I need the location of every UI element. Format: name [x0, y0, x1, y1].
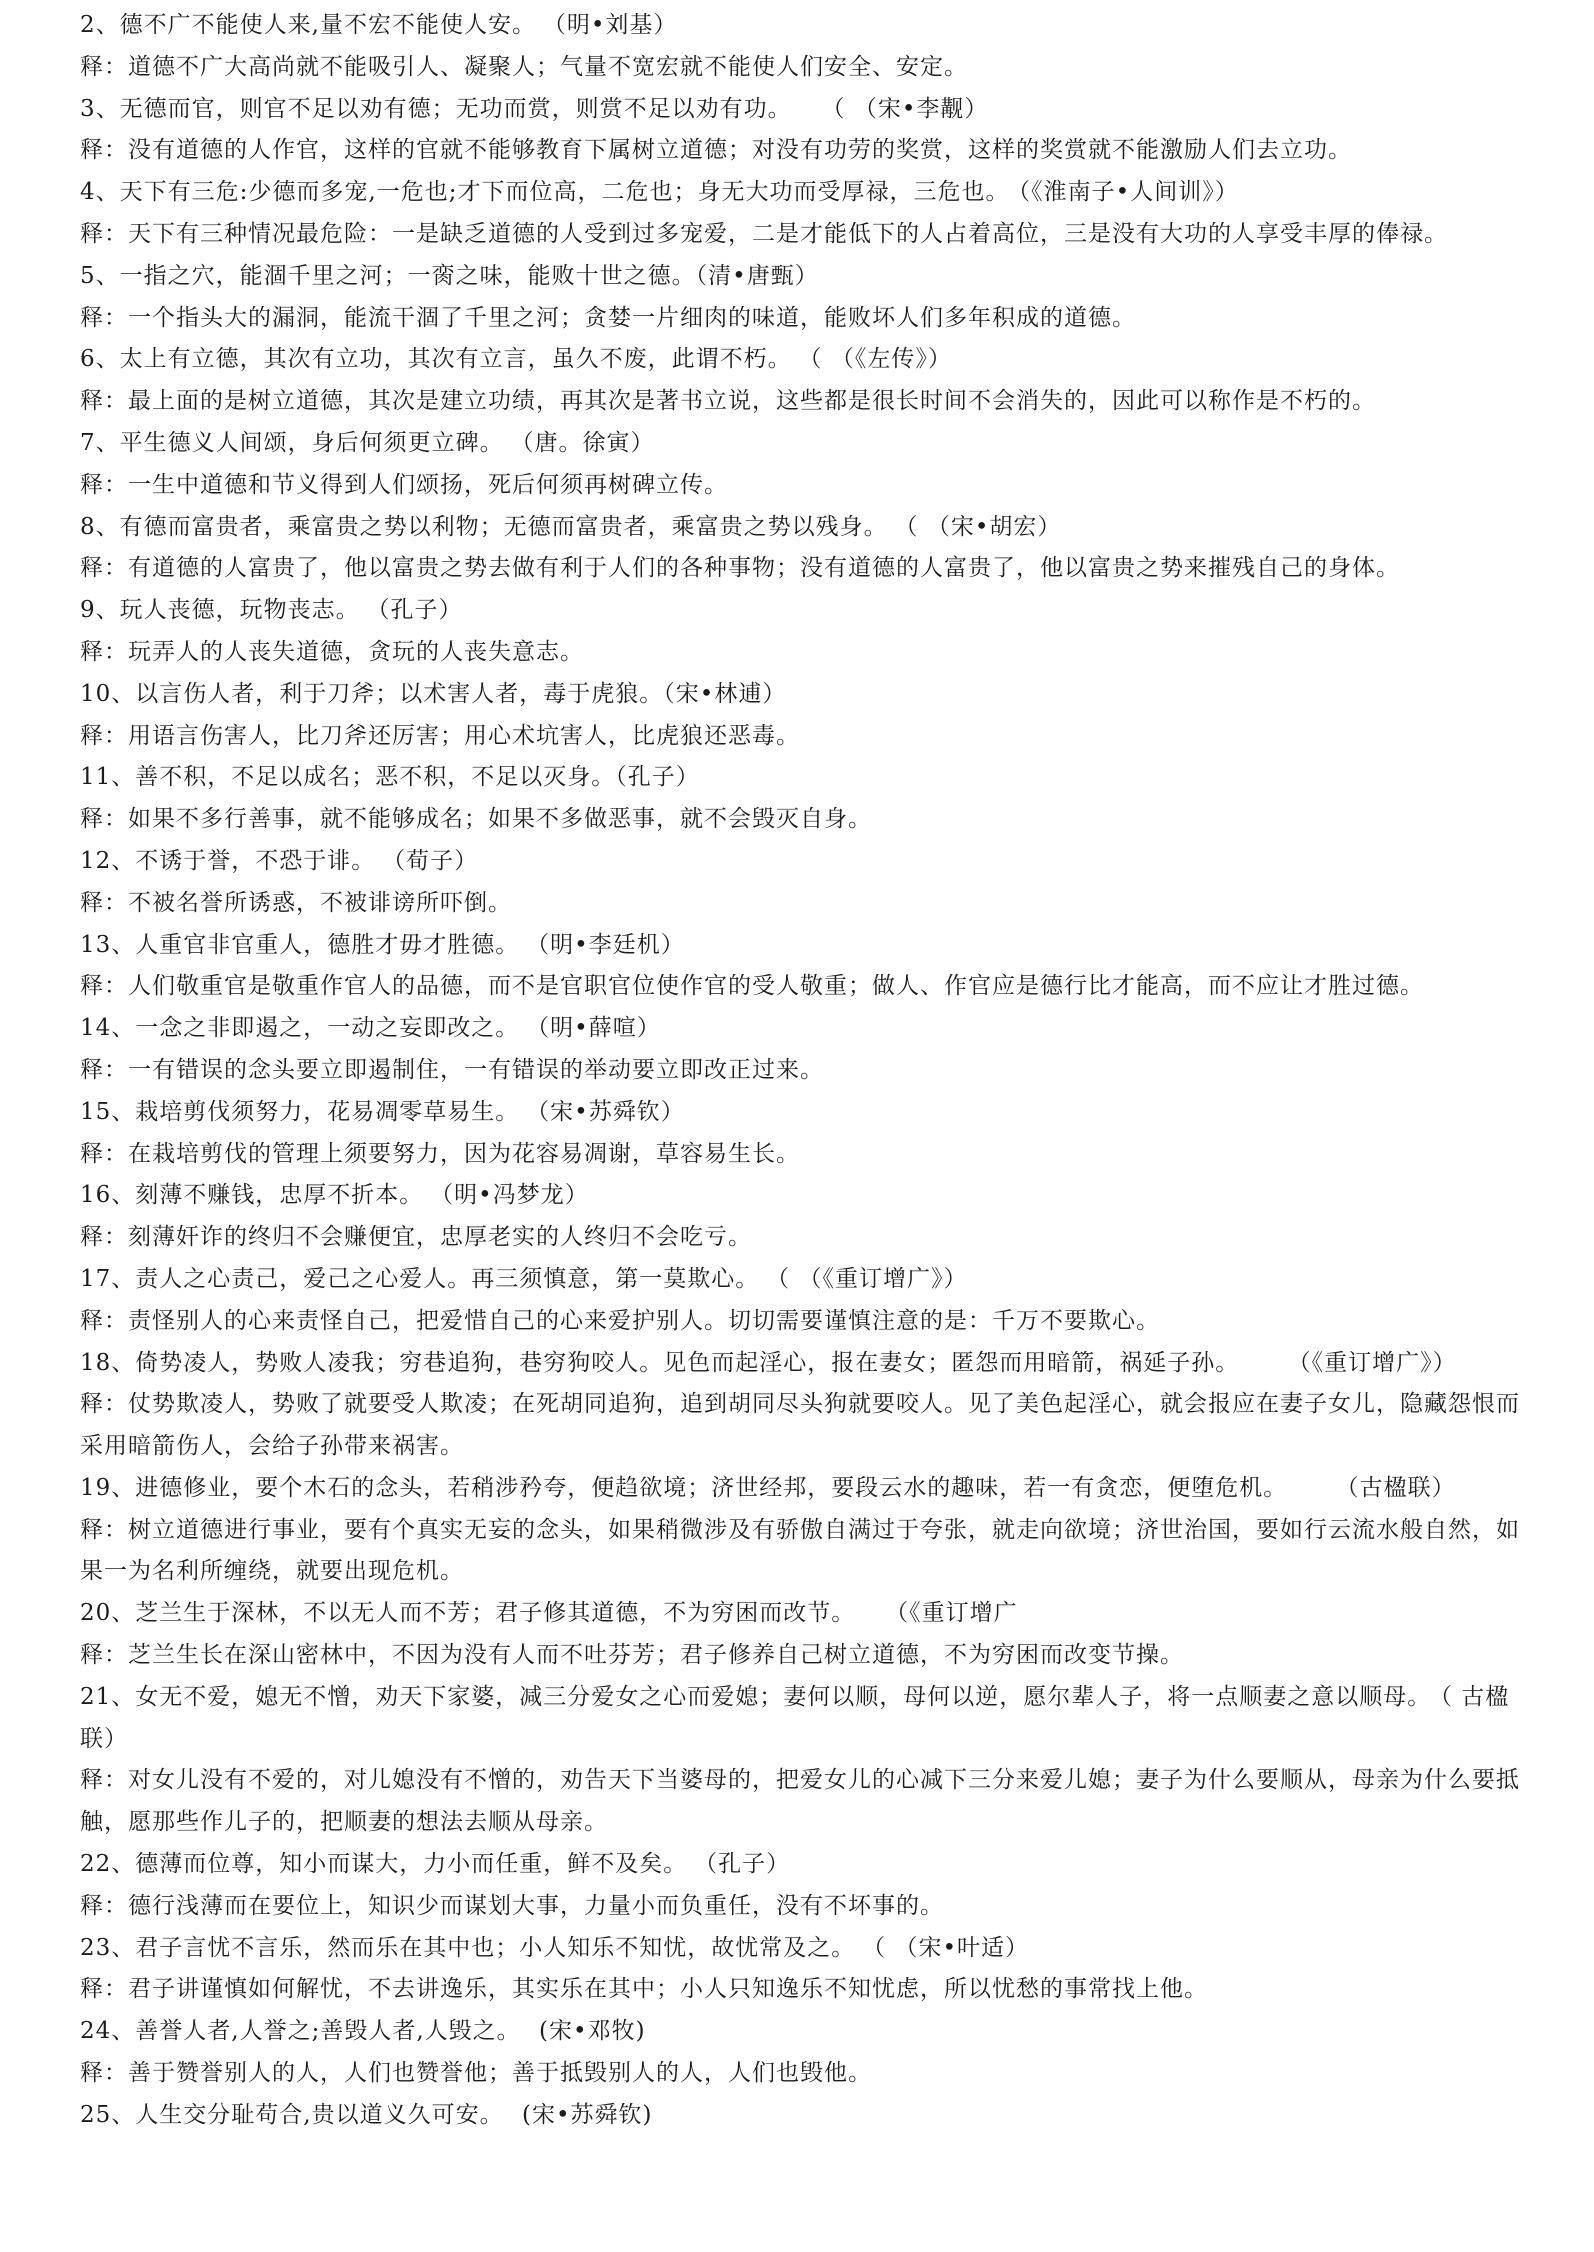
quote-source: （《重订增广》） [1299, 1349, 1457, 1376]
quote-line [80, 256, 1560, 298]
quote-source: （孔子） [615, 764, 700, 791]
entry [80, 89, 1560, 173]
quote-source: （古楹联） [1347, 1474, 1456, 1501]
quote-line [80, 757, 1560, 799]
explanation-line: 释：刻薄奸诈的终归不会赚便宜，忠厚老实的人终归不会吃亏。 [80, 1224, 752, 1251]
explanation-line: 释：一个指头大的漏洞，能流干涸了千里之河；贪婪一片细肉的味道，能败坏人们多年积成的道德。 [80, 304, 1136, 331]
entry [80, 841, 1560, 925]
quote-source: （明•李廷机） [537, 931, 685, 958]
entry [80, 5, 1560, 89]
quote-text: 6、太上有立德，其次有立功，其次有立言，虽久不废，此谓不朽。 [80, 346, 792, 373]
quote-text: 11、善不积，不足以成名；恶不积，不足以灭身。 [80, 764, 616, 791]
quote-source-continued: 联） [80, 1725, 128, 1752]
entry [80, 1092, 1560, 1176]
explanation-line: 释：不被名誉所诱惑，不被诽谤所吓倒。 [80, 889, 512, 916]
quote-text: 9、玩人丧德，玩物丧志。 [80, 597, 360, 624]
quote-line [80, 1343, 1560, 1385]
explanation-line: 释：有道德的人富贵了，他以富贵之势去做有利于人们的各种事物；没有道德的人富贵了，他以富贵之势来摧残自己的身体。 [80, 555, 1400, 582]
explanation-line: 释：如果不多行善事，就不能够成名；如果不多做恶事，就不会毁灭自身。 [80, 806, 872, 833]
explanation-line: 触，愿那些作儿子的，把顺妻的想法去顺从母亲。 [80, 1809, 608, 1836]
quote-line [80, 1677, 1560, 1719]
explanation-line: 释：芝兰生长在深山密林中，不因为没有人而不吐芬芳；君子修养自己树立道德，不为穷困而改变节操。 [80, 1642, 1184, 1669]
quote-text: 19、进德修业，要个木石的念头，若稍涉矜夸，便趋欲境；济世经邦，要段云水的趣味，若一有贪恋，便堕危机。 [80, 1474, 1288, 1501]
quote-source: （明•冯梦龙） [441, 1182, 589, 1209]
explanation-line: 释：对女儿没有不爱的，对儿媳没有不憎的，劝告天下当婆母的，把爱女儿的心减下三分来爱儿媳；妻子为什么要顺从，母亲为什么要抵 [80, 1767, 1520, 1794]
explanation-line: 释：最上面的是树立道德，其次是建立功绩，再其次是著书立说，这些都是很长时间不会消失的，因此可以称作是不朽的。 [80, 388, 1376, 415]
quote-source: （ 古楹 [1440, 1683, 1510, 1710]
entry [80, 172, 1560, 256]
quote-source: （ （《左传》） [810, 346, 952, 373]
entry [80, 674, 1560, 758]
quote-text: 21、女无不爱，媳无不憎，劝天下家婆，减三分爱女之心而爱媳；妻何以顺，母何以逆，愿尔辈人子，将一点顺妻之意以顺母。 [80, 1683, 1432, 1710]
quote-text: 10、以言伤人者，利于刀斧；以术害人者，毒于虎狼。 [80, 680, 664, 707]
quote-source: （ （宋•李觏） [833, 95, 989, 122]
quote-text: 24、善誉人者,人誉之;善毁人者,人毁之。 [80, 2018, 521, 2045]
quote-text: 2、德不广不能使人来,量不宏不能使人安。 [80, 12, 536, 38]
explanation-line: 释：没有道德的人作官，这样的官就不能够教育下属树立道德；对没有功劳的奖赏，这样的奖赏就不能激励人们去立功。 [80, 137, 1352, 164]
quote-text: 5、一指之穴，能涸千里之河；一脔之味，能败十世之德。 [80, 262, 696, 289]
quote-text: 17、责人之心责己，爱己之心爱人。再三须慎意，第一莫欺心。 [80, 1265, 760, 1292]
quote-text: 20、芝兰生于深林，不以无人而不芳；君子修其道德，不为穷困而改节。 [80, 1600, 856, 1627]
explanation-line: 释：人们敬重官是敬重作官人的品德，而不是官职官位使作官的受人敬重；做人、作官应是德行比才能高，而不应让才胜过德。 [80, 973, 1424, 1000]
explanation-line: 释：君子讲谨慎如何解忧，不去讲逸乐，其实乐在其中；小人只知逸乐不知忧虑，所以忧愁的事常找上他。 [80, 1976, 1208, 2003]
quote-source: （宋•林逋） [663, 680, 787, 707]
quote-source: （孔子） [705, 1851, 791, 1878]
quote-source: （荀子） [393, 847, 479, 874]
quote-source: （明•薛喧） [537, 1015, 661, 1042]
entry [80, 256, 1560, 340]
quote-line [80, 1928, 1560, 1970]
quote-source: （《淮南子•人间训》） [1018, 179, 1239, 206]
quote-line [80, 841, 1560, 883]
quote-text: 18、倚势凌人，势败人凌我；穷巷追狗，巷穷狗咬人。见色而起淫心，报在妻女；匿怨而用暗箭，祸延子孙。 [80, 1349, 1240, 1376]
quote-text: 3、无德而官，则官不足以劝有德；无功而赏，则赏不足以劝有功。 [80, 95, 792, 122]
entry [80, 1008, 1560, 1092]
entry [80, 590, 1560, 674]
quote-source: （ （宋•胡宏） [906, 513, 1062, 540]
quote-line [80, 925, 1560, 967]
quote-source: （ （宋•叶适） [873, 1934, 1030, 1961]
quote-text: 4、天下有三危:少德而多宠,一危也;才下而位高，二危也；身无大功而受厚禄，三危也。 [80, 179, 1010, 206]
entry [80, 757, 1560, 841]
explanation-line: 释：树立道德进行事业，要有个真实无妄的念头，如果稍微涉及有骄傲自满过于夸张，就走向欲境；济世治国，要如行云流水般自然，如 [80, 1516, 1520, 1543]
quote-line [80, 1468, 1560, 1510]
explanation-line: 释：德行浅薄而在要位上，知识少而谋划大事，力量小而负重任，没有不坏事的。 [80, 1892, 944, 1919]
quote-text: 25、人生交分耻苟合,贵以道义久可安。 [80, 2101, 504, 2128]
quote-source: （《重订增广 [896, 1600, 1018, 1627]
quote-line [80, 1844, 1560, 1886]
entry [80, 1677, 1560, 1844]
quote-line [80, 1259, 1560, 1301]
quote-source: (宋•苏舜钦) [521, 2101, 653, 2128]
quote-source: （ （《重订增广》） [777, 1265, 968, 1292]
quote-line [80, 2095, 1560, 2137]
quote-line [80, 1008, 1560, 1050]
quote-line [80, 674, 1560, 716]
quote-source: (宋•邓牧) [539, 2018, 646, 2045]
explanation-line: 释：一生中道德和节义得到人们颂扬，死后何须再树碑立传。 [80, 471, 728, 498]
quote-line [80, 423, 1560, 465]
explanation-line: 释：善于赞誉别人的人，人们也赞誉他；善于抵毁别人的人，人们也毁他。 [80, 2060, 872, 2087]
quote-text: 15、栽培剪伐须努力，花易凋零草易生。 [80, 1098, 520, 1125]
quote-line [80, 590, 1560, 632]
quote-line [80, 2011, 1560, 2053]
entry [80, 339, 1560, 423]
quote-line [80, 1092, 1560, 1134]
quote-source: （宋•苏舜钦） [537, 1098, 685, 1125]
quote-line [80, 1175, 1560, 1217]
quote-line [80, 172, 1560, 214]
quote-text: 7、平生德义人间颂，身后何须更立碑。 [80, 429, 504, 456]
quote-text: 14、一念之非即遏之，一动之妄即改之。 [80, 1015, 520, 1042]
quote-line [80, 89, 1560, 131]
quote-line [80, 5, 1560, 47]
entry [80, 2011, 1560, 2095]
explanation-line: 释：玩弄人的人丧失道德，贪玩的人丧失意志。 [80, 638, 584, 665]
quote-text: 8、有德而富贵者，乘富贵之势以利物；无德而富贵者，乘富贵之势以残身。 [80, 513, 888, 540]
quote-text: 13、人重官非官重人，德胜才毋才胜德。 [80, 931, 520, 958]
quote-text: 23、君子言忧不言乐，然而乐在其中也；小人知乐不知忧，故忧常及之。 [80, 1934, 856, 1961]
explanation-line: 释：责怪别人的心来责怪自己，把爱惜自己的心来爱护别人。切切需要谨慎注意的是：千万不要欺心。 [80, 1307, 1160, 1334]
explanation-line: 释：仗势欺凌人，势败了就要受人欺凌；在死胡同追狗，追到胡同尽头狗就要咬人。见了美色起淫心，就会报应在妻子女儿，隐藏怨恨而 [80, 1391, 1520, 1418]
entry [80, 1593, 1560, 1677]
quote-list [80, 5, 1560, 2137]
quote-line [80, 1593, 1560, 1635]
quote-text: 16、刻薄不赚钱，忠厚不折本。 [80, 1182, 424, 1209]
explanation-line: 释：天下有三种情况最危险：一是缺乏道德的人受到过多宠爱，二是才能低下的人占着高位，三是没有大功的人享受丰厚的俸禄。 [80, 220, 1448, 247]
explanation-line: 释：在栽培剪伐的管理上须要努力，因为花容易凋谢，草容易生长。 [80, 1140, 800, 1167]
quote-line [80, 339, 1560, 381]
entry [80, 1343, 1560, 1468]
entry [80, 507, 1560, 591]
quote-source: （孔子） [378, 597, 463, 624]
quote-source: （唐。徐寅） [522, 429, 655, 456]
entry [80, 1175, 1560, 1259]
quote-source: （清•唐甄） [695, 262, 819, 289]
explanation-line: 采用暗箭伤人，会给子孙带来祸害。 [80, 1433, 464, 1460]
entry [80, 1259, 1560, 1343]
quote-text: 22、德薄而位尊，知小而谋大，力小而任重，鲜不及矣。 [80, 1851, 688, 1878]
quote-text: 12、不诱于誉，不恐于诽。 [80, 847, 376, 874]
explanation-line: 释：用语言伤害人，比刀斧还厉害；用心术坑害人，比虎狼还恶毒。 [80, 722, 800, 749]
quote-source: （明•刘基） [554, 12, 678, 38]
entry [80, 925, 1560, 1009]
entry [80, 1928, 1560, 2012]
explanation-line: 果一为名利所缠绕，就要出现危机。 [80, 1558, 464, 1585]
explanation-line: 释：一有错误的念头要立即遏制住，一有错误的举动要立即改正过来。 [80, 1056, 824, 1083]
entry [80, 2095, 1560, 2137]
quote-line [80, 507, 1560, 549]
entry [80, 423, 1560, 507]
explanation-line: 释：道德不广大高尚就不能吸引人、凝聚人；气量不宽宏就不能使人们安全、安定。 [80, 53, 968, 80]
entry [80, 1468, 1560, 1593]
entry [80, 1844, 1560, 1928]
